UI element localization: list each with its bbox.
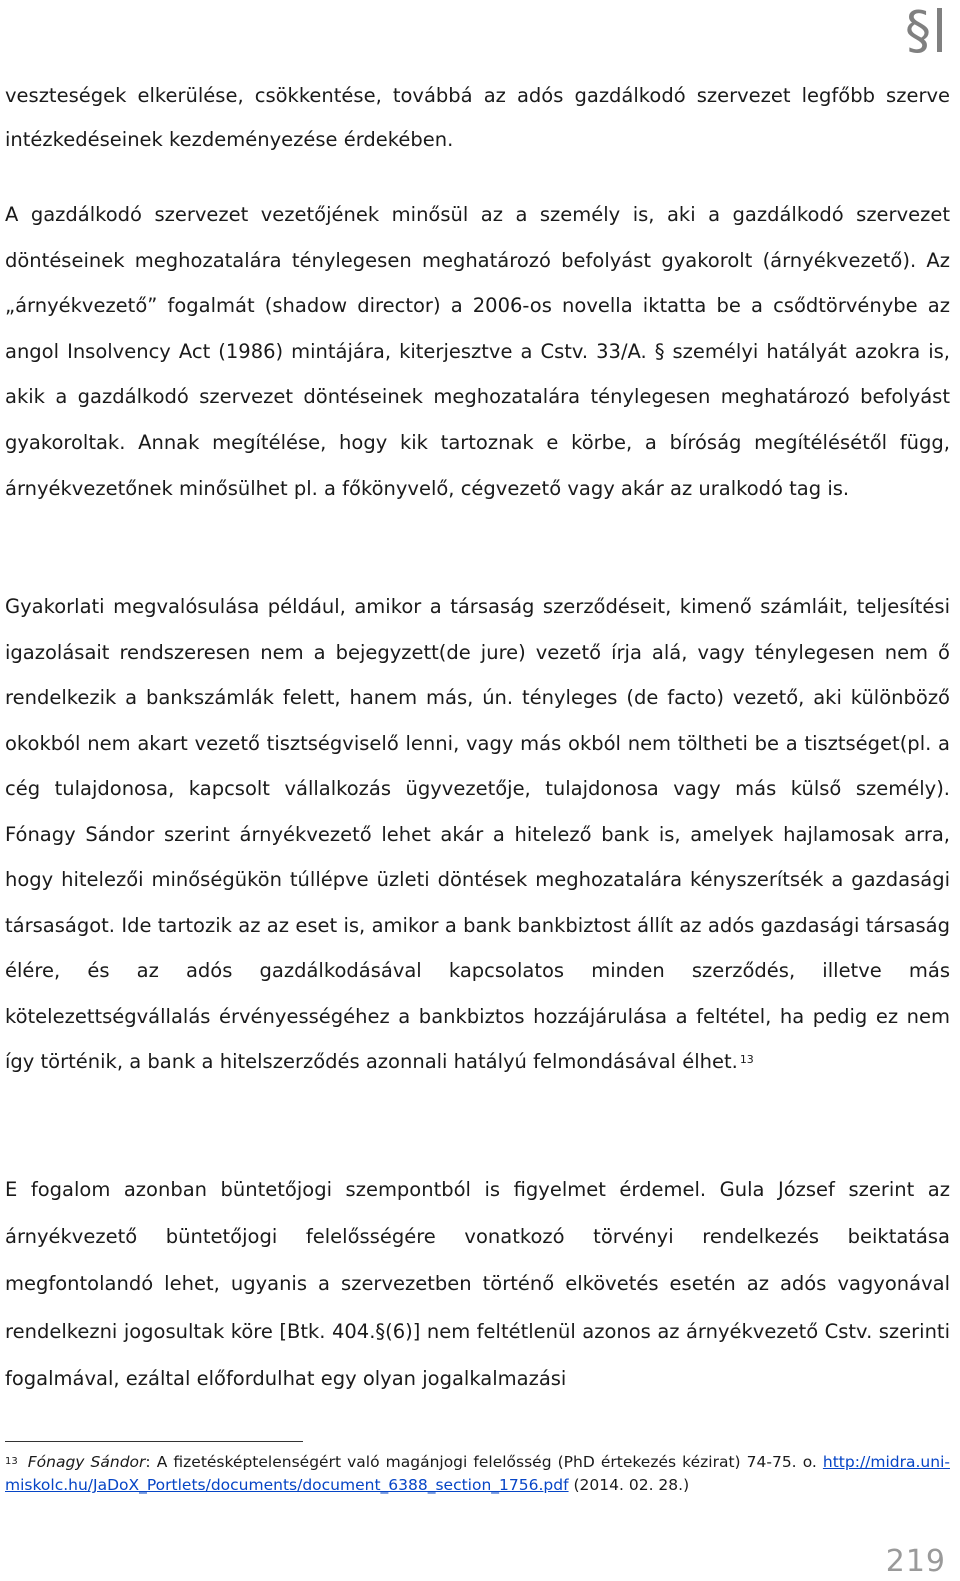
paragraph-4: E fogalom azonban büntetőjogi szempontból is figyelmet érdemel. Gula József szerint az árnyékvezető büntetőjogi felelősségére vonatkozó törvényi rendelkezés beiktatása megfontolandó lehet, ugyanis a szervezetben történő elkövetés esetén az adós vagyonával rendelkezni jogosultak köre [Btk. 404.§(6)] nem feltétlenül azonos az árnyékvezető Cstv. szerinti fogalmával, ezáltal előfordulhat egy olyan jogalkalmazási — [5, 1178, 950, 1390]
footnote-date: (2014. 02. 28.) — [573, 1476, 690, 1494]
svg-text:§: § — [905, 2, 931, 54]
footnote-number: 13 — [5, 1456, 18, 1467]
paragraph-3-text: Gyakorlati megvalósulása például, amikor a társaság szerződéseit, kimenő számláit, teljesítési igazolásait rendszeresen nem a bejegyzett(de jure) vezető írja alá, vagy ténylegesen nem ő rendelkezik a bankszámlák felett, hanem más, ún. tényleges (de facto) vezető, aki különböző okokból nem akart vezető tisztségviselő lenni, vagy más okból nem töltheti be a tisztséget(pl. a cég tulajdonosa, kapcsolt vállalkozás ügyvezetője, tulajdonosa vagy más külső személy). Fónagy Sándor szerint árnyékvezető lehet akár a hitelező bank is, amelyek hajlamosak arra, hogy hitelezői minőségükön túllépve üzleti döntések meghozatalára kényszerítsék a gazdasági társaságot. Ide tartozik az az eset is, amikor a bank bankbiztost állít az adós gazdasági társaság élére, és az adós gazdálkodásával kapcsolatos minden szerződés, illetve más kötelezettségvállalás érvényességéhez a bankbiztos hozzájárulása a feltétel, ha pedig ez nem így történik, a bank a hitelszerződés azonnali hatályú felmondásával élhet. — [5, 595, 950, 1073]
paragraph-2: A gazdálkodó szervezet vezetőjének minősül az a személy is, aki a gazdálkodó szervezet döntéseinek meghozatalára ténylegesen meghatározó befolyást gyakorolt (árnyékvezető). Az „árnyékvezető” fogalmát (shadow director) a 2006-os novella iktatta be a csődtörvénybe az angol Insolvency Act (1986) mintájára, kiterjesztve a Cstv. 33/A. § személyi hatályát azokra is, akik a gazdálkodó szervezet döntéseinek meghozatalára ténylegesen meghatározó befolyást gyakoroltak. Annak megítélése, hogy kik tartoznak e körbe, a bíróság megítélésétől függ, árnyékvezetőnek minősülhet pl. a főkönyvelő, cégvezető vagy akár az uralkodó tag is. — [5, 203, 950, 500]
footnote-link[interactable]: http://midra.uni-miskolc.hu/JaDoX_Portlets/documents/document_6388_section_1756.pdf — [5, 1453, 950, 1494]
page-number: 219 — [885, 1544, 946, 1579]
paragraph-1: veszteségek elkerülése, csökkentése, továbbá az adós gazdálkodó szervezet legfőbb szerve intézkedéseinek kezdeményezése érdekében. — [5, 84, 950, 151]
footnote-reference[interactable]: 13 — [739, 1053, 754, 1066]
footnote-author: Fónagy Sándor — [27, 1453, 146, 1471]
footnote-text: : A fizetésképtelenségért való magánjogi felelősség (PhD értekezés kézirat) 74-75. o. — [145, 1453, 817, 1471]
footnote-13 — [5, 1451, 950, 1497]
paragraph-3 — [5, 584, 950, 1085]
section-sign-logo-icon — [905, 2, 947, 54]
footnote-divider — [5, 1441, 303, 1442]
